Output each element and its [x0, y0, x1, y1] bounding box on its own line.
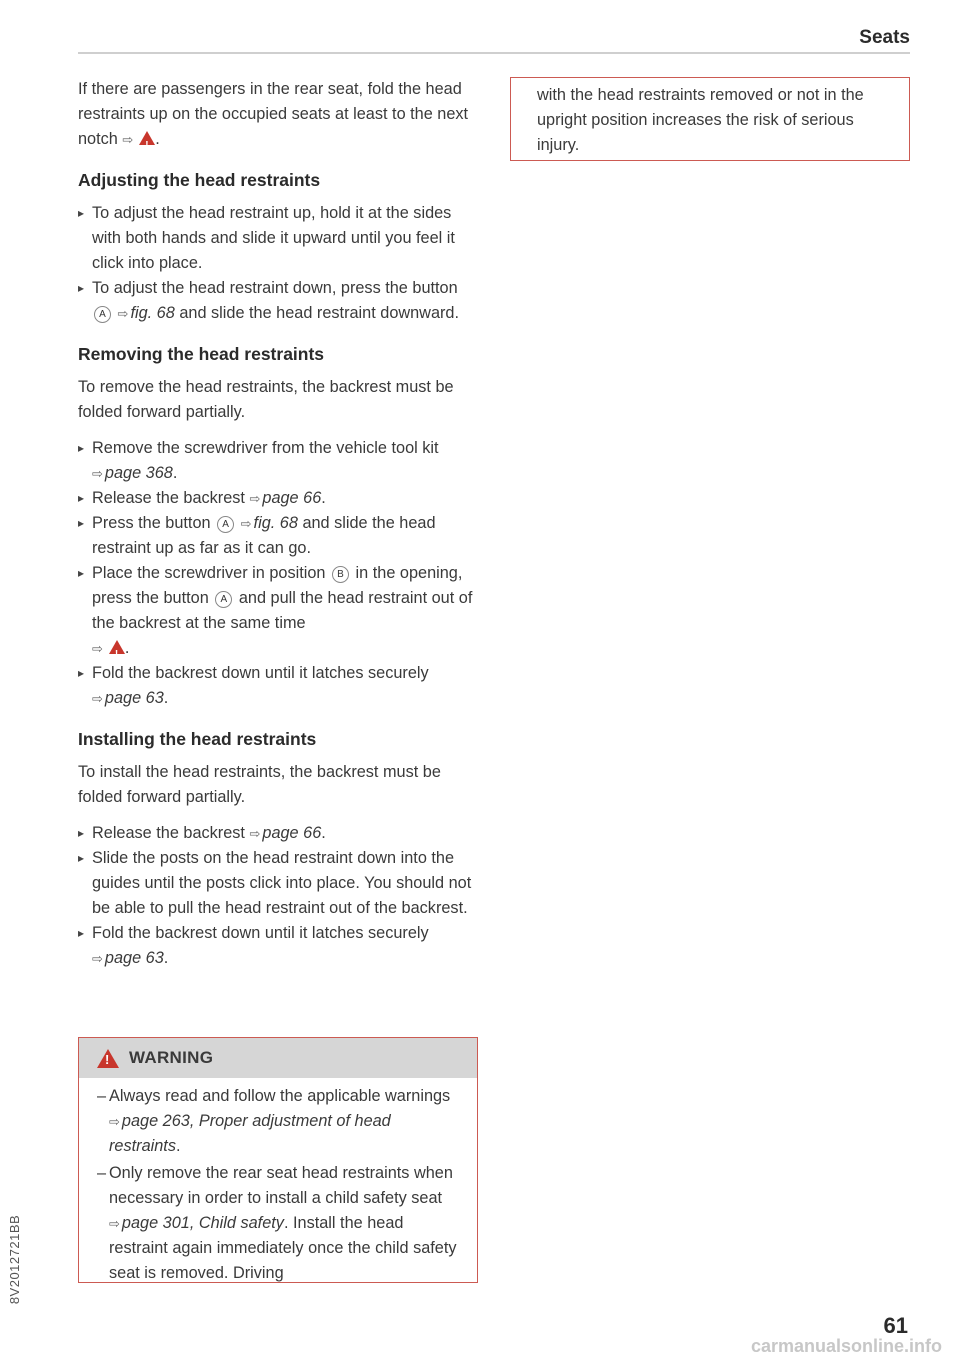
reference-arrow-icon: ⇨ — [240, 516, 252, 531]
page-number: 61 — [883, 1313, 908, 1338]
fig-reference-link[interactable]: fig. 68 — [130, 304, 175, 322]
reference-arrow-icon: ⇨ — [92, 641, 103, 656]
reference-arrow-icon: ⇨ — [92, 951, 103, 966]
list-item: ▸ Fold the backrest down until it latches securely ⇨ page 63. — [78, 921, 476, 971]
removing-intro: To remove the head restraints, the backrest must be folded forward partially. — [78, 378, 454, 421]
warning-header — [79, 1038, 477, 1078]
position-b-symbol: B — [332, 566, 349, 583]
reference-arrow-icon: ⇨ — [109, 1216, 120, 1231]
warning-triangle-icon — [109, 640, 125, 654]
button-a-symbol: A — [215, 591, 232, 608]
adjusting-steps — [78, 201, 476, 326]
page-reference-link[interactable]: page 66 — [262, 489, 322, 507]
list-item: ▸ Slide the posts on the head restraint down into the guides until the posts click into place. You should not be able to pull the head restraint out of the backrest. — [78, 846, 476, 921]
list-item: ▸ Place the screwdriver in position B in the opening, press the button A and pull the head restraint out of the backrest at the same time ⇨! . — [78, 561, 476, 661]
intro-paragraph: If there are passengers in the rear seat, fold the head restraints up on the occupied seats at least to the next notch ⇨! . — [78, 77, 476, 152]
list-item: ▸ Release the backrest ⇨ page 66. — [78, 486, 476, 511]
header-rule — [78, 52, 910, 54]
installing-steps — [78, 821, 476, 971]
warning-triangle-icon — [97, 1049, 119, 1068]
button-a-symbol: A — [94, 306, 111, 323]
list-item: ▸ Release the backrest ⇨ page 66. — [78, 821, 476, 846]
adjusting-heading: Adjusting the head restraints — [78, 170, 321, 190]
warning-triangle-icon — [139, 131, 155, 145]
list-item: ▸ To adjust the head restraint down, press the button A ⇨ fig. 68 and slide the head restraint downward. — [78, 276, 476, 326]
warning-continuation-text: with the head restraints removed or not in the upright position increases the risk of serious injury. — [537, 86, 864, 154]
warning-item: – Only remove the rear seat head restraints when necessary in order to install a child safety seat ⇨ page 301, Child safety. Install the head restraint again immediately once the child safety seat is removed. Driving — [97, 1161, 463, 1283]
reference-arrow-icon: ⇨ — [92, 691, 103, 706]
page-reference-link[interactable]: page 63 — [104, 689, 164, 707]
button-a-symbol: A — [217, 516, 234, 533]
list-item: ▸ Fold the backrest down until it latches securely ⇨ page 63. — [78, 661, 476, 711]
reference-arrow-icon: ⇨ — [249, 826, 261, 841]
removing-steps — [78, 436, 476, 711]
reference-arrow-icon: ⇨ — [122, 132, 134, 147]
warning-box — [78, 1037, 478, 1283]
installing-intro: To install the head restraints, the backrest must be folded forward partially. — [78, 763, 441, 806]
warning-label: WARNING — [129, 1048, 214, 1067]
list-item: ▸ To adjust the head restraint up, hold it at the sides with both hands and slide it upward until you feel it click into place. — [78, 201, 476, 276]
page-reference-link[interactable]: page 301, Child safety — [121, 1214, 284, 1232]
left-column — [78, 77, 476, 982]
list-item: ▸ Press the button A ⇨ fig. 68 and slide the head restraint up as far as it can go. — [78, 511, 476, 561]
watermark: carmanualsonline.info — [750, 1336, 942, 1356]
page-reference-link[interactable]: page 263, Proper adjustment of head restraints — [109, 1112, 391, 1155]
warning-item: – Always read and follow the applicable warnings ⇨ page 263, Proper adjustment of head restraints. — [97, 1084, 463, 1159]
page-reference-link[interactable]: page 368 — [104, 464, 173, 482]
reference-arrow-icon: ⇨ — [92, 466, 103, 481]
list-item: ▸ Remove the screwdriver from the vehicle tool kit ⇨ page 368. — [78, 436, 476, 486]
warning-continuation-box — [510, 77, 910, 161]
page-reference-link[interactable]: page 66 — [262, 824, 322, 842]
section-title: Seats — [859, 27, 910, 48]
fig-reference-link[interactable]: fig. 68 — [253, 514, 298, 532]
reference-arrow-icon: ⇨ — [249, 491, 261, 506]
removing-heading: Removing the head restraints — [78, 344, 325, 364]
reference-arrow-icon: ⇨ — [109, 1114, 120, 1129]
page-reference-link[interactable]: page 63 — [104, 949, 164, 967]
side-document-code: 8V2012721BB — [7, 1214, 23, 1305]
reference-arrow-icon: ⇨ — [117, 306, 129, 321]
installing-heading: Installing the head restraints — [78, 729, 317, 749]
warning-body — [79, 1078, 477, 1283]
